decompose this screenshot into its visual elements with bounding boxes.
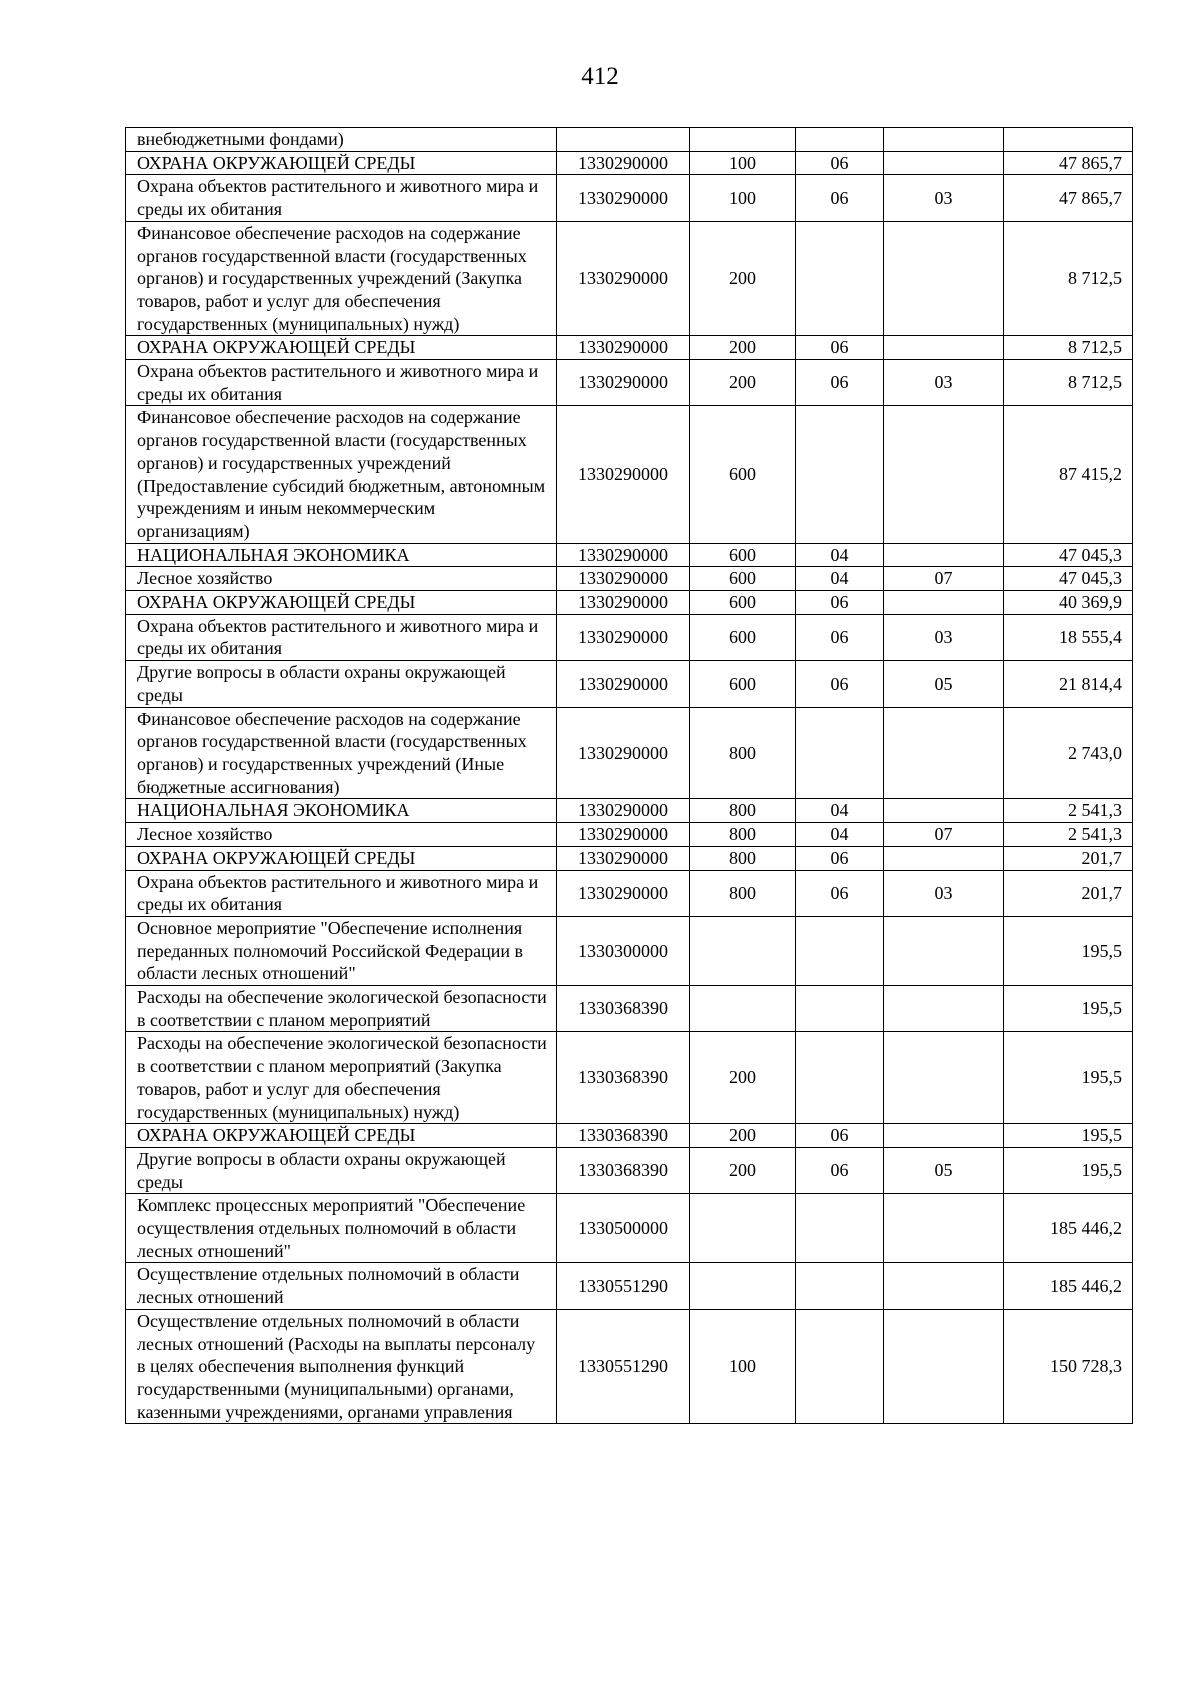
table-row [126,567,1133,591]
subsection-code-cell: 03 [884,870,1004,916]
target-article-code-cell: 1330290000 [557,661,690,707]
expense-name-cell: Расходы на обеспечение экологической безопасности в соответствии с планом мероприятий [126,986,557,1032]
expense-type-code-cell: 600 [690,591,796,615]
section-code-cell [796,406,884,543]
expense-type-code-cell: 600 [690,406,796,543]
section-code-cell: 06 [796,175,884,221]
table-row [126,846,1133,870]
subsection-code-cell: 05 [884,1147,1004,1193]
subsection-code-cell [884,406,1004,543]
amount-cell: 47 865,7 [1004,151,1133,175]
subsection-code-cell: 03 [884,614,1004,660]
table-row [126,1147,1133,1193]
section-code-cell [796,1194,884,1263]
amount-cell: 2 743,0 [1004,707,1133,799]
section-code-cell: 06 [796,846,884,870]
target-article-code-cell: 1330290000 [557,707,690,799]
section-code-cell: 04 [796,567,884,591]
budget-table-body [126,128,1133,1424]
target-article-code-cell: 1330290000 [557,543,690,567]
section-code-cell: 04 [796,799,884,823]
table-row [126,128,1133,152]
section-code-cell: 06 [796,870,884,916]
section-code-cell: 04 [796,823,884,847]
expense-type-code-cell: 800 [690,823,796,847]
expense-name-cell: ОХРАНА ОКРУЖАЮЩЕЙ СРЕДЫ [126,591,557,615]
subsection-code-cell: 05 [884,661,1004,707]
section-code-cell: 06 [796,591,884,615]
subsection-code-cell [884,128,1004,152]
target-article-code-cell: 1330500000 [557,1194,690,1263]
target-article-code-cell: 1330368390 [557,1147,690,1193]
subsection-code-cell [884,1309,1004,1424]
amount-cell: 195,5 [1004,1124,1133,1148]
subsection-code-cell [884,707,1004,799]
table-row [126,1194,1133,1263]
target-article-code-cell: 1330551290 [557,1309,690,1424]
expense-name-cell: ОХРАНА ОКРУЖАЮЩЕЙ СРЕДЫ [126,1124,557,1148]
amount-cell: 2 541,3 [1004,823,1133,847]
expense-type-code-cell: 800 [690,846,796,870]
table-row [126,175,1133,221]
amount-cell: 8 712,5 [1004,336,1133,360]
amount-cell: 8 712,5 [1004,360,1133,406]
target-article-code-cell: 1330368390 [557,1032,690,1124]
expense-type-code-cell [690,1263,796,1309]
expense-name-cell: Охрана объектов растительного и животного мира и среды их обитания [126,870,557,916]
target-article-code-cell: 1330290000 [557,221,690,336]
expense-type-code-cell [690,1194,796,1263]
amount-cell: 18 555,4 [1004,614,1133,660]
table-row [126,1032,1133,1124]
section-code-cell [796,707,884,799]
target-article-code-cell: 1330290000 [557,336,690,360]
expense-name-cell: НАЦИОНАЛЬНАЯ ЭКОНОМИКА [126,799,557,823]
subsection-code-cell [884,221,1004,336]
subsection-code-cell: 07 [884,567,1004,591]
amount-cell: 47 045,3 [1004,567,1133,591]
expense-type-code-cell: 200 [690,360,796,406]
subsection-code-cell [884,1263,1004,1309]
table-row [126,916,1133,985]
expense-name-cell: Лесное хозяйство [126,823,557,847]
expense-type-code-cell: 200 [690,221,796,336]
section-code-cell [796,1032,884,1124]
table-row [126,221,1133,336]
expense-name-cell: ОХРАНА ОКРУЖАЮЩЕЙ СРЕДЫ [126,846,557,870]
section-code-cell: 04 [796,543,884,567]
table-row [126,591,1133,615]
target-article-code-cell: 1330290000 [557,614,690,660]
expense-type-code-cell: 600 [690,661,796,707]
target-article-code-cell: 1330290000 [557,823,690,847]
expense-type-code-cell: 200 [690,336,796,360]
expense-type-code-cell: 600 [690,614,796,660]
amount-cell: 195,5 [1004,1147,1133,1193]
table-row [126,406,1133,543]
section-code-cell: 06 [796,1124,884,1148]
amount-cell: 2 541,3 [1004,799,1133,823]
amount-cell: 195,5 [1004,916,1133,985]
target-article-code-cell: 1330368390 [557,986,690,1032]
target-article-code-cell: 1330290000 [557,799,690,823]
table-row [126,151,1133,175]
table-row [126,1309,1133,1424]
target-article-code-cell [557,128,690,152]
amount-cell: 185 446,2 [1004,1263,1133,1309]
expense-name-cell: Расходы на обеспечение экологической безопасности в соответствии с планом мероприятий (Закупка товаров, работ и услуг для обеспечения государственных (муниципальных) нужд) [126,1032,557,1124]
target-article-code-cell: 1330300000 [557,916,690,985]
expense-name-cell: Финансовое обеспечение расходов на содержание органов государственной власти (государственных органов) и государственных учреждений (Предоставление субсидий бюджетным, автономным учреждениям и иным некоммерческим организациям) [126,406,557,543]
expense-name-cell: Комплекс процессных мероприятий "Обеспечение осуществления отдельных полномочий в области лесных отношений" [126,1194,557,1263]
expense-type-code-cell: 100 [690,1309,796,1424]
expense-type-code-cell [690,986,796,1032]
expense-type-code-cell: 200 [690,1032,796,1124]
amount-cell: 47 045,3 [1004,543,1133,567]
amount-cell: 8 712,5 [1004,221,1133,336]
amount-cell: 40 369,9 [1004,591,1133,615]
expense-type-code-cell: 800 [690,870,796,916]
amount-cell: 201,7 [1004,846,1133,870]
subsection-code-cell [884,799,1004,823]
subsection-code-cell: 03 [884,360,1004,406]
subsection-code-cell [884,1032,1004,1124]
table-row [126,870,1133,916]
page-number: 412 [581,63,619,90]
subsection-code-cell [884,846,1004,870]
amount-cell: 195,5 [1004,986,1133,1032]
section-code-cell: 06 [796,1147,884,1193]
section-code-cell: 06 [796,661,884,707]
expense-name-cell: ОХРАНА ОКРУЖАЮЩЕЙ СРЕДЫ [126,336,557,360]
subsection-code-cell [884,986,1004,1032]
section-code-cell: 06 [796,151,884,175]
amount-cell [1004,128,1133,152]
target-article-code-cell: 1330290000 [557,591,690,615]
expense-type-code-cell [690,916,796,985]
expense-type-code-cell: 600 [690,543,796,567]
section-code-cell [796,221,884,336]
section-code-cell: 06 [796,360,884,406]
expense-name-cell: Охрана объектов растительного и животного мира и среды их обитания [126,614,557,660]
table-row [126,360,1133,406]
table-row [126,986,1133,1032]
subsection-code-cell [884,151,1004,175]
expense-name-cell: Осуществление отдельных полномочий в области лесных отношений (Расходы на выплаты персоналу в целях обеспечения выполнения функций государственными (муниципальными) органами, казенными учреждениями, органами управления [126,1309,557,1424]
table-row [126,336,1133,360]
expense-name-cell: Охрана объектов растительного и животного мира и среды их обитания [126,175,557,221]
subsection-code-cell: 03 [884,175,1004,221]
expense-type-code-cell: 200 [690,1147,796,1193]
budget-table [125,127,1133,1424]
subsection-code-cell [884,591,1004,615]
expense-type-code-cell: 800 [690,707,796,799]
subsection-code-cell [884,543,1004,567]
section-code-cell: 06 [796,614,884,660]
subsection-code-cell: 07 [884,823,1004,847]
expense-type-code-cell: 100 [690,151,796,175]
section-code-cell [796,916,884,985]
amount-cell: 185 446,2 [1004,1194,1133,1263]
expense-type-code-cell: 100 [690,175,796,221]
expense-name-cell: Основное мероприятие "Обеспечение исполнения переданных полномочий Российской Федерации в области лесных отношений" [126,916,557,985]
amount-cell: 150 728,3 [1004,1309,1133,1424]
table-row [126,1263,1133,1309]
table-row [126,614,1133,660]
table-row [126,799,1133,823]
amount-cell: 87 415,2 [1004,406,1133,543]
amount-cell: 21 814,4 [1004,661,1133,707]
table-row [126,543,1133,567]
expense-name-cell: Другие вопросы в области охраны окружающей среды [126,661,557,707]
target-article-code-cell: 1330290000 [557,846,690,870]
target-article-code-cell: 1330290000 [557,151,690,175]
section-code-cell: 06 [796,336,884,360]
target-article-code-cell: 1330290000 [557,175,690,221]
expense-name-cell: Охрана объектов растительного и животного мира и среды их обитания [126,360,557,406]
expense-name-cell: Другие вопросы в области охраны окружающей среды [126,1147,557,1193]
amount-cell: 47 865,7 [1004,175,1133,221]
amount-cell: 195,5 [1004,1032,1133,1124]
expense-type-code-cell: 600 [690,567,796,591]
table-row [126,823,1133,847]
expense-name-cell: ОХРАНА ОКРУЖАЮЩЕЙ СРЕДЫ [126,151,557,175]
target-article-code-cell: 1330368390 [557,1124,690,1148]
target-article-code-cell: 1330290000 [557,870,690,916]
expense-name-cell: НАЦИОНАЛЬНАЯ ЭКОНОМИКА [126,543,557,567]
section-code-cell [796,1309,884,1424]
section-code-cell [796,1263,884,1309]
target-article-code-cell: 1330551290 [557,1263,690,1309]
expense-name-cell: Осуществление отдельных полномочий в области лесных отношений [126,1263,557,1309]
table-row [126,1124,1133,1148]
expense-type-code-cell [690,128,796,152]
expense-type-code-cell: 200 [690,1124,796,1148]
target-article-code-cell: 1330290000 [557,567,690,591]
table-row [126,661,1133,707]
amount-cell: 201,7 [1004,870,1133,916]
expense-name-cell: внебюджетными фондами) [126,128,557,152]
expense-type-code-cell: 800 [690,799,796,823]
subsection-code-cell [884,1194,1004,1263]
subsection-code-cell [884,336,1004,360]
table-row [126,707,1133,799]
expense-name-cell: Финансовое обеспечение расходов на содержание органов государственной власти (государственных органов) и государственных учреждений (Закупка товаров, работ и услуг для обеспечения государственных (муниципальных) нужд) [126,221,557,336]
target-article-code-cell: 1330290000 [557,360,690,406]
expense-name-cell: Лесное хозяйство [126,567,557,591]
subsection-code-cell [884,1124,1004,1148]
expense-name-cell: Финансовое обеспечение расходов на содержание органов государственной власти (государственных органов) и государственных учреждений (Иные бюджетные ассигнования) [126,707,557,799]
section-code-cell [796,986,884,1032]
target-article-code-cell: 1330290000 [557,406,690,543]
subsection-code-cell [884,916,1004,985]
section-code-cell [796,128,884,152]
